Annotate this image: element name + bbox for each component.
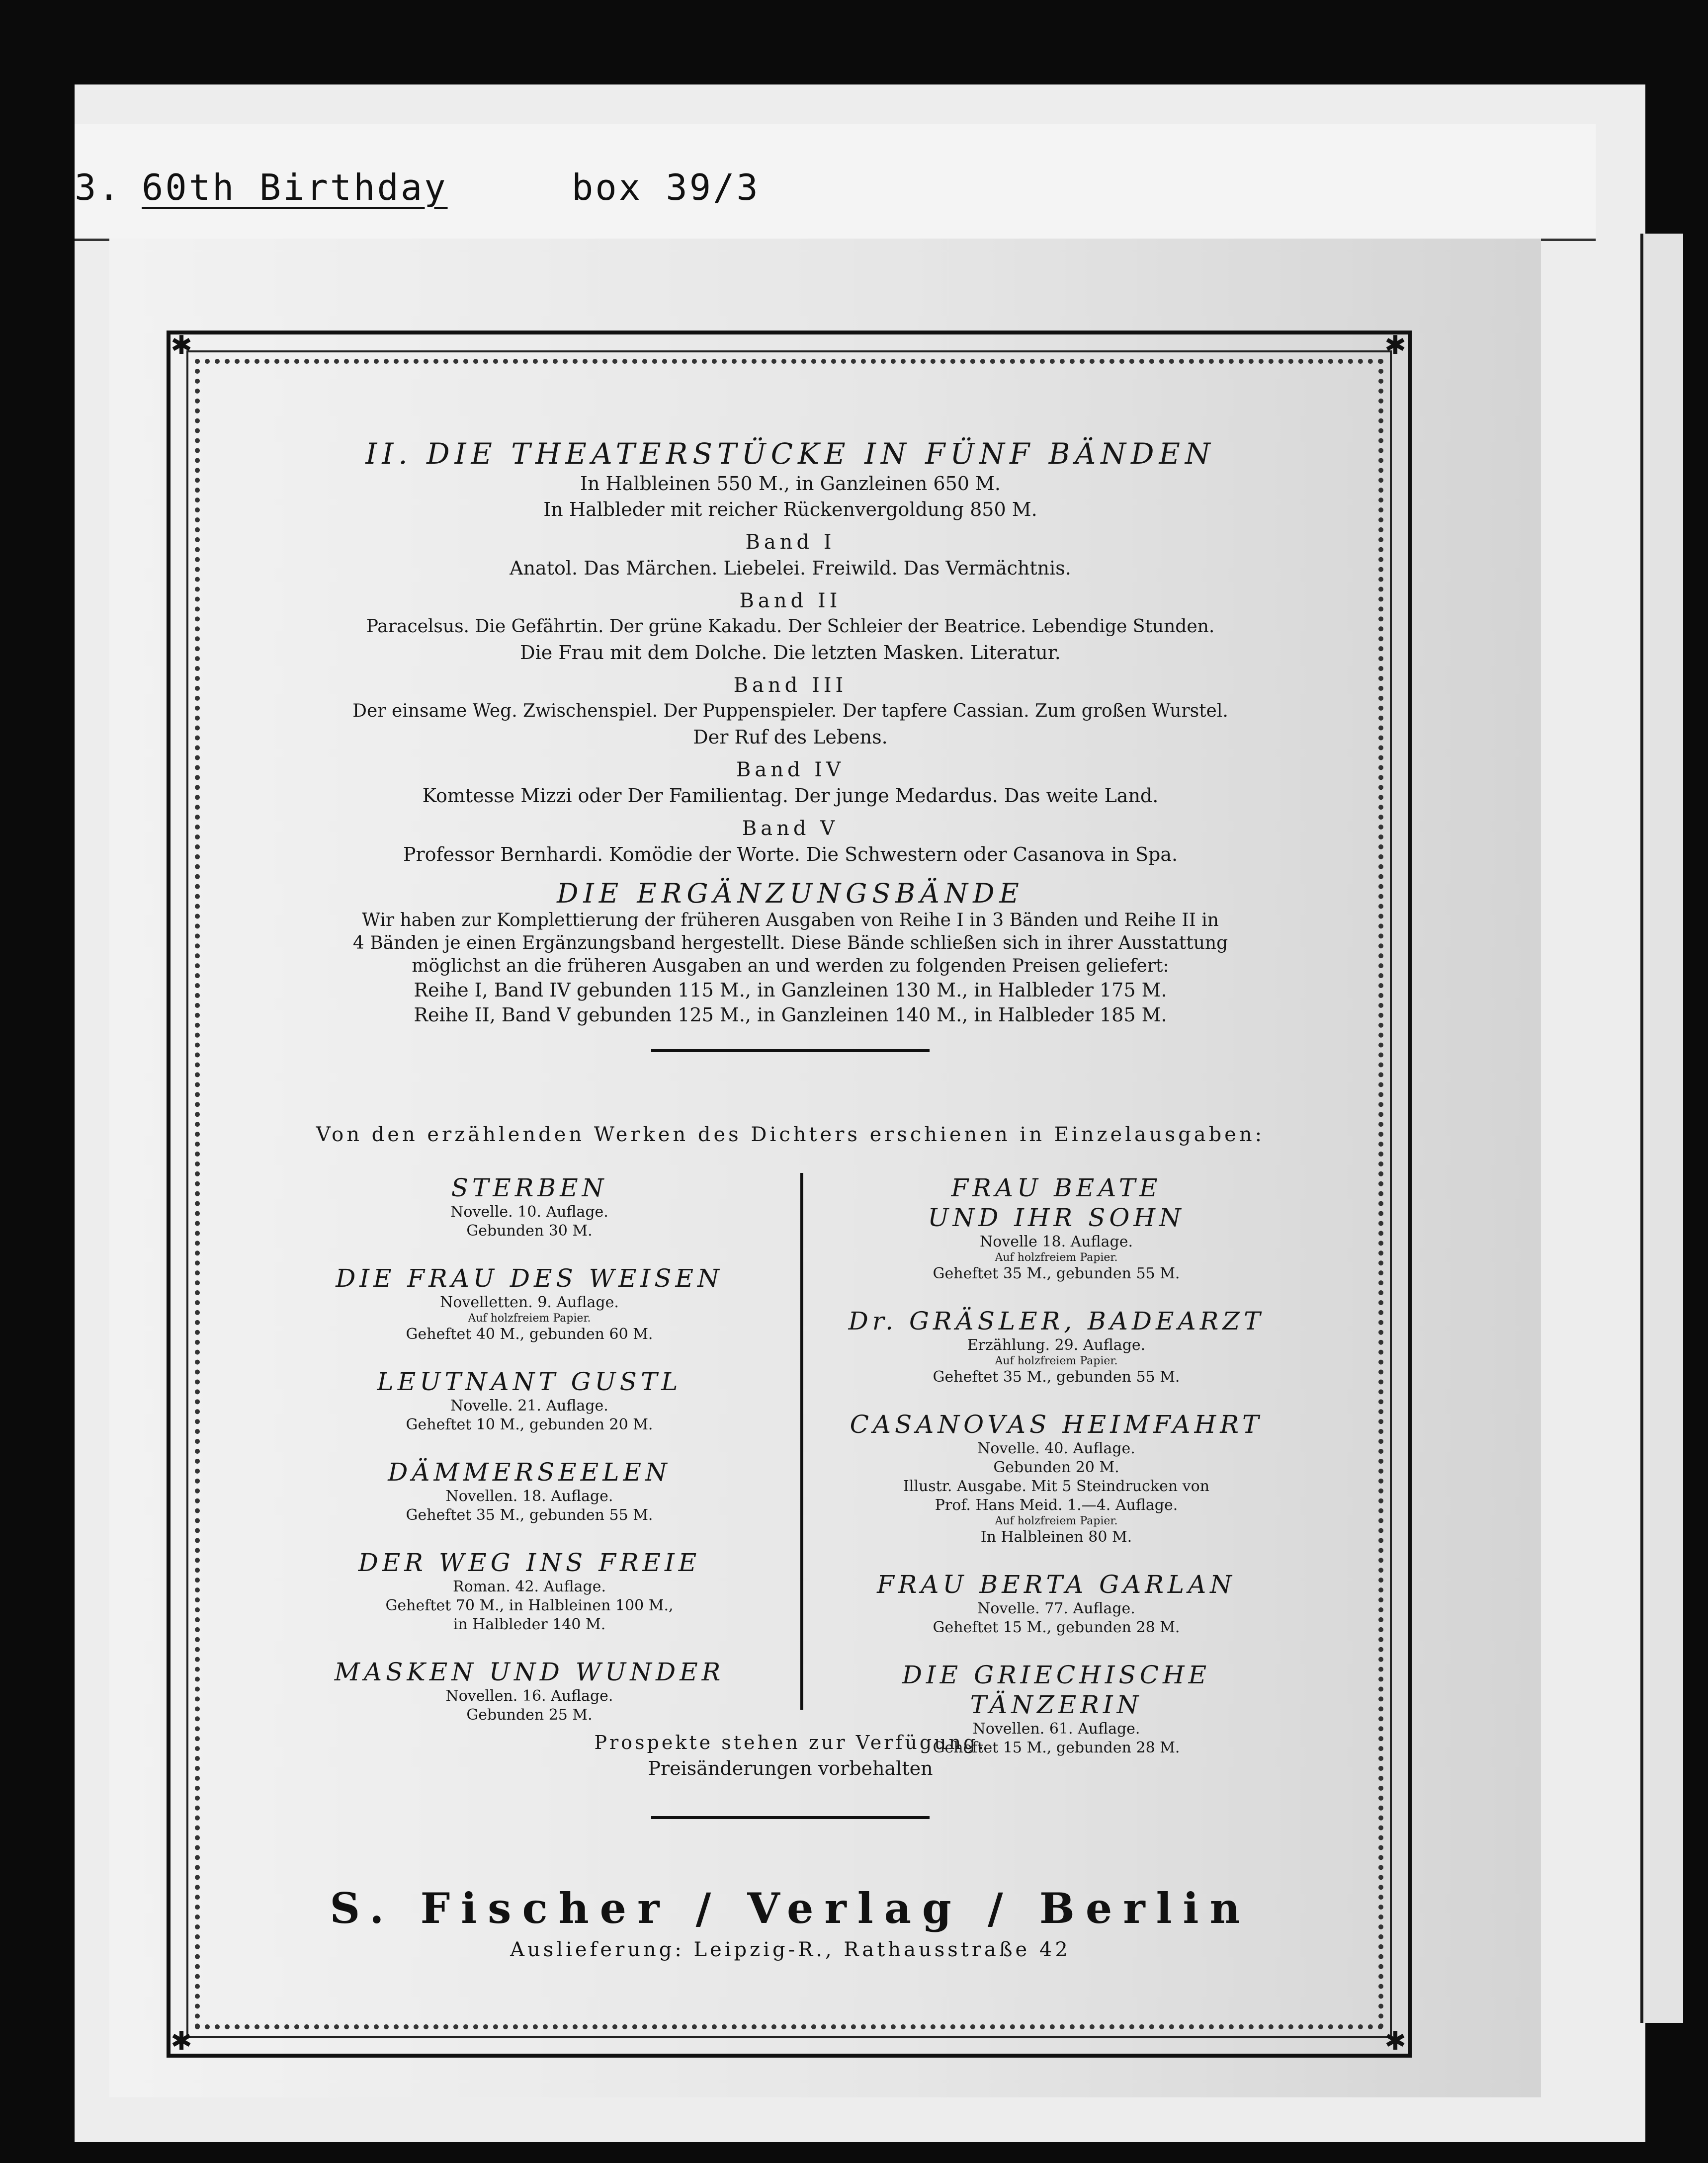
band-contents: Paracelsus. Die Gefährtin. Der grüne Kakadu. Der Schleier der Beatrice. Lebendige Stunden. bbox=[366, 616, 1215, 637]
work-paper-note: Auf holzfreiem Papier. bbox=[468, 1312, 591, 1325]
band-label: Band I bbox=[745, 530, 836, 554]
footer-line: Preisänderungen vorbehalten bbox=[648, 1757, 933, 1779]
work-detail: Geheftet 35 M., gebunden 55 M. bbox=[933, 1265, 1180, 1282]
corner-ornament-icon: ✱ bbox=[1384, 331, 1406, 360]
work-detail: In Halbleinen 80 M. bbox=[980, 1528, 1132, 1546]
work-title: FRAU BEATE bbox=[951, 1173, 1162, 1202]
band-label: Band IV bbox=[736, 758, 845, 781]
work-detail: Illustr. Ausgabe. Mit 5 Steindrucken von bbox=[903, 1478, 1210, 1495]
work-detail: Prof. Hans Meid. 1.—4. Auflage. bbox=[935, 1497, 1178, 1514]
work-detail: Novelle. 40. Auflage. bbox=[977, 1440, 1135, 1457]
work-entry bbox=[278, 1367, 780, 1434]
work-detail: Novelle 18. Auflage. bbox=[979, 1233, 1133, 1250]
work-entry bbox=[278, 1263, 780, 1344]
work-entry bbox=[278, 1173, 780, 1241]
work-title: MASKEN UND WUNDER bbox=[334, 1658, 725, 1686]
work-detail: Gebunden 20 M. bbox=[993, 1459, 1119, 1476]
publisher-block bbox=[278, 1884, 1302, 1961]
archive-label-box: box 39/3 bbox=[572, 166, 760, 208]
work-entry bbox=[278, 1657, 780, 1725]
work-detail: Geheftet 15 M., gebunden 28 M. bbox=[933, 1619, 1180, 1636]
publisher-address: Auslieferung: Leipzig-R., Rathausstraße 42 bbox=[510, 1938, 1071, 1961]
archive-label-title: 60th Birthday bbox=[142, 166, 448, 208]
work-entry bbox=[805, 1570, 1307, 1637]
publisher-name: S. Fischer / Verlag / Berlin bbox=[330, 1884, 1251, 1933]
work-detail: Gebunden 30 M. bbox=[466, 1222, 593, 1240]
work-detail: in Halbleder 140 M. bbox=[453, 1616, 606, 1633]
supplement-line: 4 Bänden je einen Ergänzungsband hergestellt. Diese Bände schließen sich in ihrer Ausstattung bbox=[352, 932, 1228, 953]
work-title: LEUTNANT GUSTL bbox=[377, 1367, 682, 1396]
work-title: TÄNZERIN bbox=[970, 1690, 1143, 1719]
theater-section bbox=[278, 437, 1302, 1052]
price-line: In Halbleder mit reicher Rückenvergoldung 850 M. bbox=[543, 498, 1037, 520]
band-contents: Professor Bernhardi. Komödie der Worte. Die Schwestern oder Casanova in Spa. bbox=[403, 843, 1178, 865]
work-detail: Novellen. 16. Auflage. bbox=[445, 1687, 613, 1705]
corner-ornament-icon: ✱ bbox=[171, 2026, 192, 2056]
works-right-column bbox=[805, 1173, 1307, 1780]
supplement-line: Reihe II, Band V gebunden 125 M., in Ganzleinen 140 M., in Halbleder 185 M. bbox=[414, 1003, 1167, 1026]
band-contents: Komtesse Mizzi oder Der Familientag. Der junge Medardus. Das weite Land. bbox=[422, 784, 1159, 807]
work-detail: Geheftet 35 M., gebunden 55 M. bbox=[933, 1368, 1180, 1386]
work-detail: Novellen. 61. Auflage. bbox=[972, 1720, 1140, 1738]
work-detail: Geheftet 70 M., in Halbleinen 100 M., bbox=[385, 1597, 674, 1614]
footer-line: Prospekte stehen zur Verfügung. bbox=[594, 1732, 987, 1753]
work-title: DÄMMERSEELEN bbox=[388, 1458, 671, 1487]
work-title: DIE GRIECHISCHE bbox=[902, 1661, 1211, 1689]
work-title: UND IHR SOHN bbox=[928, 1203, 1185, 1232]
work-paper-note: Auf holzfreiem Papier. bbox=[995, 1355, 1118, 1367]
work-detail: Geheftet 15 M., gebunden 28 M. bbox=[933, 1739, 1180, 1756]
work-detail: Geheftet 10 M., gebunden 20 M. bbox=[406, 1416, 653, 1433]
work-title: FRAU BERTA GARLAN bbox=[877, 1570, 1236, 1599]
works-intro: Von den erzählenden Werken des Dichters erschienen in Einzelausgaben: bbox=[316, 1123, 1265, 1146]
work-title: STERBEN bbox=[451, 1173, 608, 1202]
work-title: DER WEG INS FREIE bbox=[358, 1548, 701, 1577]
archive-label-prefix: 3. bbox=[75, 166, 122, 208]
work-detail: Novelle. 10. Auflage. bbox=[450, 1203, 608, 1221]
supplement-line: möglichst an die früheren Ausgaben an und werden zu folgenden Preisen geliefert: bbox=[412, 955, 1169, 976]
works-left-column bbox=[278, 1173, 780, 1747]
footer-rule bbox=[651, 1816, 930, 1819]
work-detail: Novellen. 18. Auflage. bbox=[445, 1488, 613, 1505]
band-label: Band III bbox=[733, 673, 848, 697]
work-detail: Geheftet 35 M., gebunden 55 M. bbox=[406, 1506, 653, 1524]
band-contents: Die Frau mit dem Dolche. Die letzten Masken. Literatur. bbox=[520, 641, 1061, 664]
section-rule bbox=[651, 1049, 930, 1052]
work-entry bbox=[805, 1306, 1307, 1387]
supplement-heading: DIE ERGÄNZUNGSBÄNDE bbox=[557, 877, 1024, 909]
column-divider bbox=[800, 1173, 803, 1710]
band-contents: Der einsame Weg. Zwischenspiel. Der Puppenspieler. Der tapfere Cassian. Zum großen Wurstel. bbox=[352, 700, 1228, 721]
band-contents: Anatol. Das Märchen. Liebelei. Freiwild. Das Vermächtnis. bbox=[510, 557, 1071, 579]
supplement-line: Wir haben zur Komplettierung der früheren Ausgaben von Reihe I in 3 Bänden und Reihe II in bbox=[362, 910, 1219, 930]
work-detail: Novelle. 77. Auflage. bbox=[977, 1600, 1135, 1617]
work-detail: Novelle. 21. Auflage. bbox=[450, 1397, 608, 1414]
work-entry bbox=[805, 1410, 1307, 1547]
band-label: Band II bbox=[739, 589, 842, 612]
work-title: Dr. GRÄSLER, BADEARZT bbox=[848, 1307, 1265, 1335]
band-label: Band V bbox=[742, 817, 839, 840]
work-detail: Erzählung. 29. Auflage. bbox=[967, 1336, 1146, 1354]
work-paper-note: Auf holzfreiem Papier. bbox=[995, 1251, 1118, 1264]
work-detail: Geheftet 40 M., gebunden 60 M. bbox=[406, 1326, 653, 1343]
supplement-line: Reihe I, Band IV gebunden 115 M., in Ganzleinen 130 M., in Halbleder 175 M. bbox=[414, 979, 1167, 1001]
work-detail: Gebunden 25 M. bbox=[466, 1706, 593, 1724]
work-entry bbox=[278, 1548, 780, 1634]
adjacent-page-edge bbox=[1640, 234, 1683, 2023]
work-detail: Novelletten. 9. Auflage. bbox=[440, 1294, 619, 1311]
footer-notes bbox=[278, 1730, 1302, 1819]
work-detail: Roman. 42. Auflage. bbox=[453, 1578, 606, 1595]
work-title: CASANOVAS HEIMFAHRT bbox=[850, 1410, 1263, 1439]
work-entry bbox=[805, 1173, 1307, 1283]
work-title: DIE FRAU DES WEISEN bbox=[336, 1264, 723, 1293]
work-entry bbox=[278, 1457, 780, 1525]
work-paper-note: Auf holzfreiem Papier. bbox=[995, 1515, 1118, 1527]
corner-ornament-icon: ✱ bbox=[171, 331, 192, 360]
price-line: In Halbleinen 550 M., in Ganzleinen 650 M. bbox=[580, 472, 1001, 495]
band-contents: Der Ruf des Lebens. bbox=[693, 726, 888, 748]
corner-ornament-icon: ✱ bbox=[1384, 2026, 1406, 2056]
section-heading: II. DIE THEATERSTÜCKE IN FÜNF BÄNDEN bbox=[365, 437, 1215, 471]
